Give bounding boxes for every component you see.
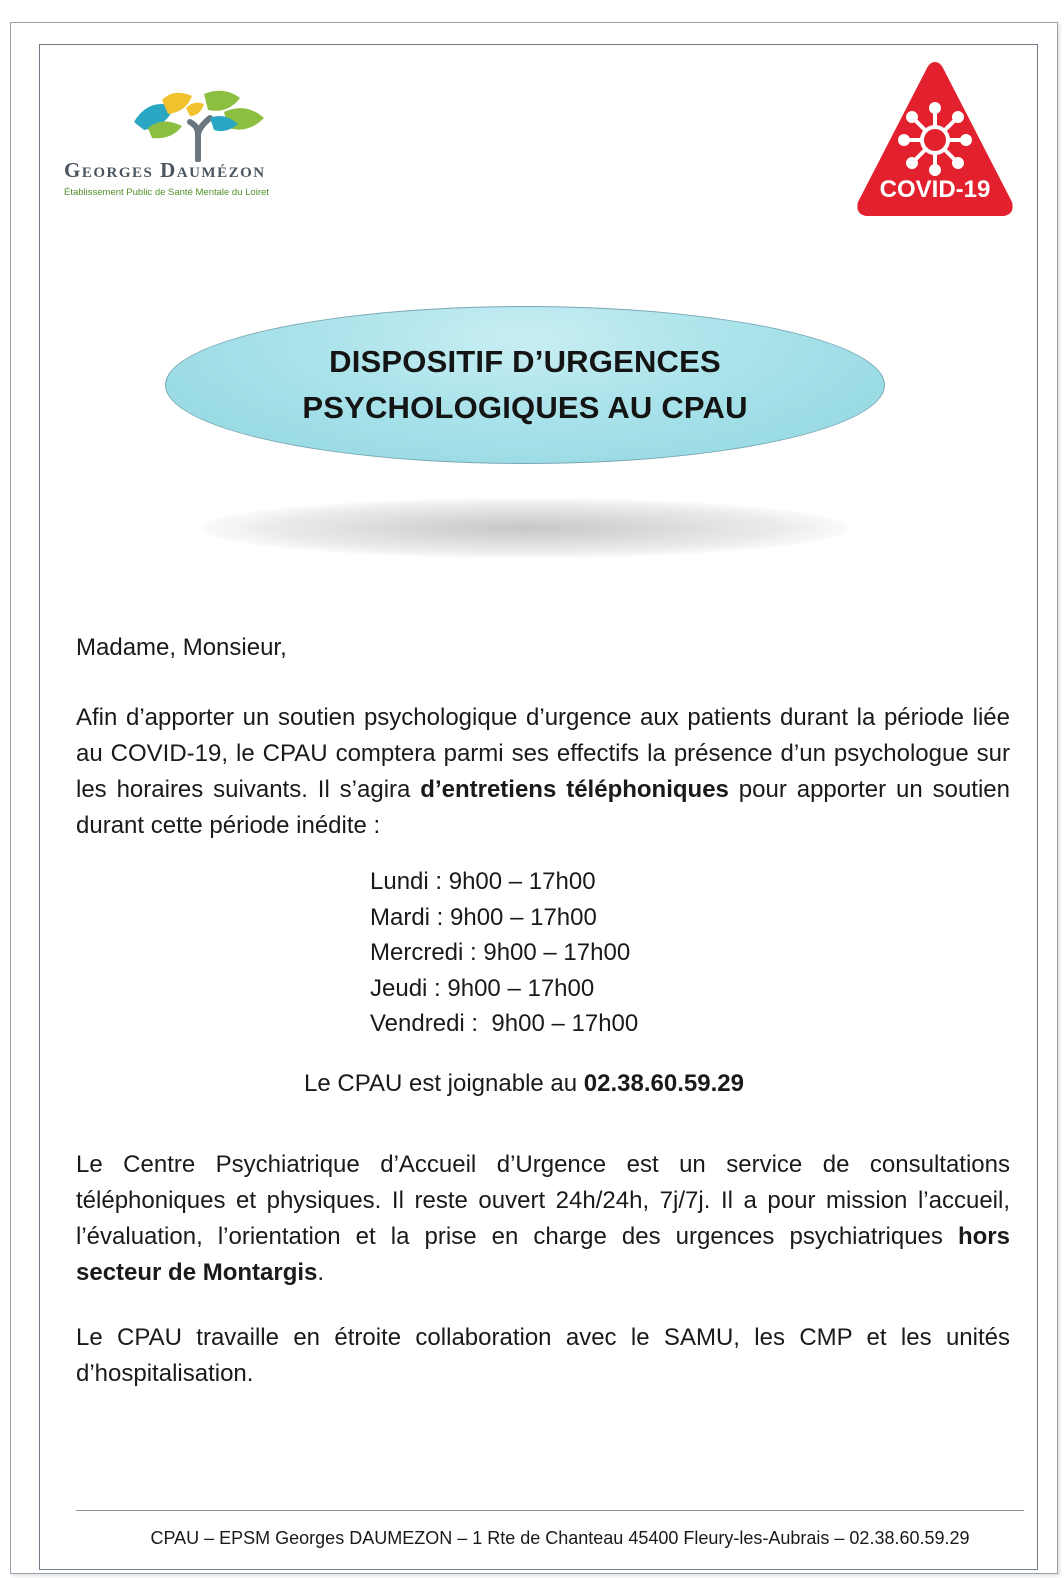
tree-logo-icon xyxy=(128,88,268,162)
contact-line xyxy=(0,1066,1056,1102)
footer-divider xyxy=(76,1510,1024,1511)
virus-icon xyxy=(900,104,970,174)
schedule-row xyxy=(370,971,638,1007)
hospital-logo xyxy=(62,88,342,208)
schedule-hours: 9h00 – 17h00 xyxy=(491,1010,639,1037)
logo-wordmark: Georges Daumézon xyxy=(64,158,266,182)
collaboration-paragraph: Le CPAU travaille en étroite collaboration avec le SAMU, les CMP et les unités d’hospitalisation. xyxy=(76,1324,1010,1387)
schedule-day: Vendredi : xyxy=(370,1010,492,1037)
footer-address: CPAU – EPSM Georges DAUMEZON – 1 Rte de Chanteau 45400 Fleury-les-Aubrais – 02.38.60.59.29 xyxy=(150,1528,970,1548)
schedule-day: Jeudi : xyxy=(370,974,448,1002)
title-shadow xyxy=(200,498,850,558)
schedule-row xyxy=(370,900,638,936)
contact-text: Le CPAU est joignable au xyxy=(304,1070,584,1097)
description-text: Le Centre Psychiatrique d’Accueil d’Urgence est un service de consultations téléphoniques et physiques. Il reste ouvert 24h/24h, 7j/7j. Il a pour mission l’accueil, l’évaluation, l’orientation et la prise en charge des urgences psychiatriques xyxy=(76,1151,1010,1250)
logo-tagline: Établissement Public de Santé Mentale du Loiret xyxy=(64,187,269,198)
schedule-day: Mercredi : xyxy=(370,939,484,966)
schedule-row xyxy=(370,1006,638,1042)
title-line-2: PSYCHOLOGIQUES AU CPAU xyxy=(302,390,748,425)
schedule-row xyxy=(370,864,638,900)
schedule-hours: 9h00 – 17h00 xyxy=(448,868,596,895)
schedule-list xyxy=(370,864,638,1042)
schedule-day: Lundi : xyxy=(370,868,449,895)
description-text-end: . xyxy=(317,1259,325,1286)
schedule-hours: 9h00 – 17h00 xyxy=(450,903,597,931)
title-line-1: DISPOSITIF D’URGENCES xyxy=(329,344,721,379)
intro-bold: d’entretiens téléphoniques xyxy=(420,776,729,803)
schedule-row xyxy=(370,935,638,971)
schedule-day: Mardi : xyxy=(370,903,451,931)
description-bold: hors secteur de Montargis xyxy=(76,1223,1010,1286)
salutation: Madame, Monsieur, xyxy=(76,634,287,661)
description-paragraph xyxy=(76,1147,1010,1291)
title-banner xyxy=(165,306,885,464)
covid-label: COVID-19 xyxy=(879,176,991,203)
intro-text-end: pour apporter un soutien durant cette période inédite : xyxy=(76,776,1010,839)
intro-paragraph xyxy=(76,700,1010,844)
schedule-hours: 9h00 – 17h00 xyxy=(483,939,631,966)
contact-phone: 02.38.60.59.29 xyxy=(583,1070,744,1097)
intro-text: Afin d’apporter un soutien psychologique d’urgence aux patients durant la période liée au COVID-19, le CPAU comptera parmi ses effectifs la présence d’un psychologue sur les horaires suivants. Il s’agira xyxy=(76,704,1010,803)
covid-warning-badge xyxy=(854,56,1016,218)
schedule-hours: 9h00 – 17h00 xyxy=(447,974,595,1002)
